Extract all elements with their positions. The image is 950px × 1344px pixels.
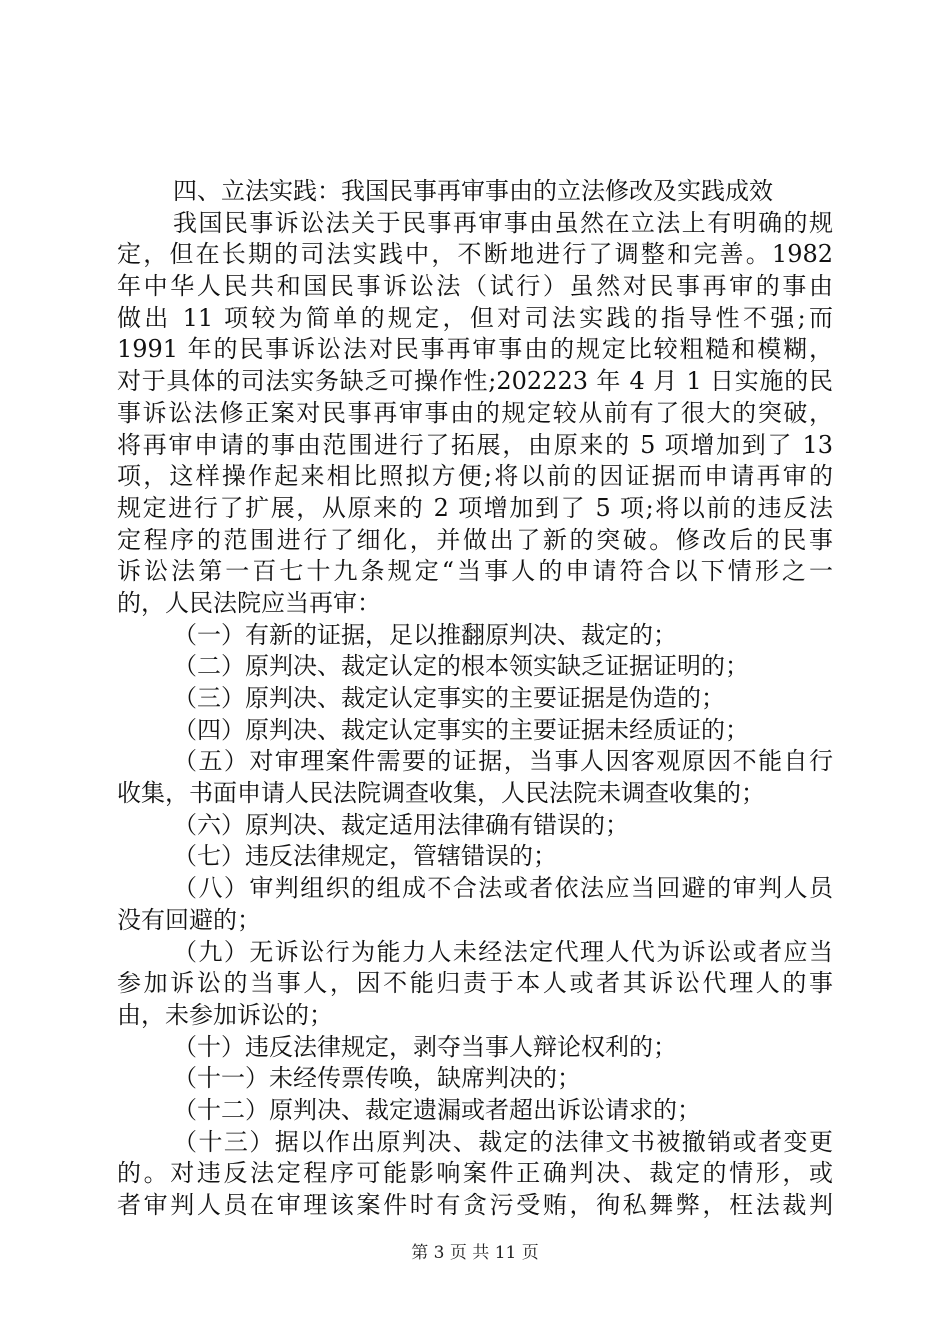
- paragraph-line: 事诉讼法修正案对民事再审事由的规定较从前有了很大的突破，: [117, 398, 833, 427]
- list-item: （十三）据以作出原判决、裁定的法律文书被撤销或者变更: [173, 1127, 833, 1156]
- list-item: （十二）原判决、裁定遗漏或者超出诉讼请求的；: [173, 1095, 701, 1124]
- paragraph-line: 定，但在长期的司法实践中，不断地进行了调整和完善。1982: [117, 240, 833, 269]
- list-item-continuation: 没有回避的；: [117, 905, 261, 934]
- list-item-continuation: 的。对违反法定程序可能影响案件正确判决、裁定的情形，或: [117, 1159, 833, 1188]
- list-item: （七）违反法律规定，管辖错误的；: [173, 842, 557, 871]
- list-item: （六）原判决、裁定适用法律确有错误的；: [173, 810, 629, 839]
- paragraph-line: 将再审申请的事由范围进行了拓展，由原来的 5 项增加到了 13: [117, 430, 833, 459]
- paragraph-line: 定程序的范围进行了细化，并做出了新的突破。修改后的民事: [117, 525, 833, 554]
- list-item: （四）原判决、裁定认定事实的主要证据未经质证的；: [173, 715, 749, 744]
- list-item: （九）无诉讼行为能力人未经法定代理人代为诉讼或者应当: [173, 937, 833, 966]
- list-item-continuation: 由，未参加诉讼的；: [117, 1000, 333, 1029]
- paragraph-line: 做出 11 项较为简单的规定，但对司法实践的指导性不强;而: [117, 303, 833, 332]
- paragraph-line: 项，这样操作起来相比照拟方便;将以前的因证据而申请再审的: [117, 462, 833, 491]
- document-body: [117, 176, 833, 1222]
- paragraph-line: 对于具体的司法实务缺乏可操作性;202223 年 4 月 1 日实施的民: [117, 367, 833, 396]
- list-item: （二）原判决、裁定认定的根本领实缺乏证据证明的；: [173, 652, 749, 681]
- paragraph-line: 规定进行了扩展，从原来的 2 项增加到了 5 项;将以前的违反法: [117, 493, 833, 522]
- page-number-footer: 第 3 页 共 11 页: [411, 1243, 539, 1263]
- list-item-continuation: 收集，书面申请人民法院调查收集，人民法院未调查收集的；: [117, 779, 765, 808]
- list-item: （八）审判组织的组成不合法或者依法应当回避的审判人员: [173, 874, 833, 903]
- list-item: （十）违反法律规定，剥夺当事人辩论权利的；: [173, 1032, 677, 1061]
- list-item-continuation: 参加诉讼的当事人，因不能归责于本人或者其诉讼代理人的事: [117, 969, 833, 998]
- paragraph-line: 我国民事诉讼法关于民事再审事由虽然在立法上有明确的规: [173, 208, 833, 237]
- list-item: （三）原判决、裁定认定事实的主要证据是伪造的；: [173, 684, 725, 712]
- list-item: （一）有新的证据，足以推翻原判决、裁定的；: [173, 620, 677, 649]
- section-heading: 四、立法实践：我国民事再审事由的立法修改及实践成效: [173, 177, 773, 205]
- paragraph-line: 的，人民法院应当再审：: [117, 588, 381, 617]
- list-item: （十一）未经传票传唤，缺席判决的；: [173, 1064, 581, 1093]
- list-item: （五）对审理案件需要的证据，当事人因客观原因不能自行: [173, 747, 833, 776]
- paragraph-line: 诉讼法第一百七十九条规定“当事人的申请符合以下情形之一: [117, 557, 833, 586]
- paragraph-line: 年中华人民共和国民事诉讼法（试行）虽然对民事再审的事由: [117, 272, 833, 301]
- list-item-continuation: 者审判人员在审理该案件时有贪污受贿，徇私舞弊，枉法裁判: [117, 1191, 833, 1219]
- paragraph-line: 1991 年的民事诉讼法对民事再审事由的规定比较粗糙和模糊，: [117, 335, 833, 364]
